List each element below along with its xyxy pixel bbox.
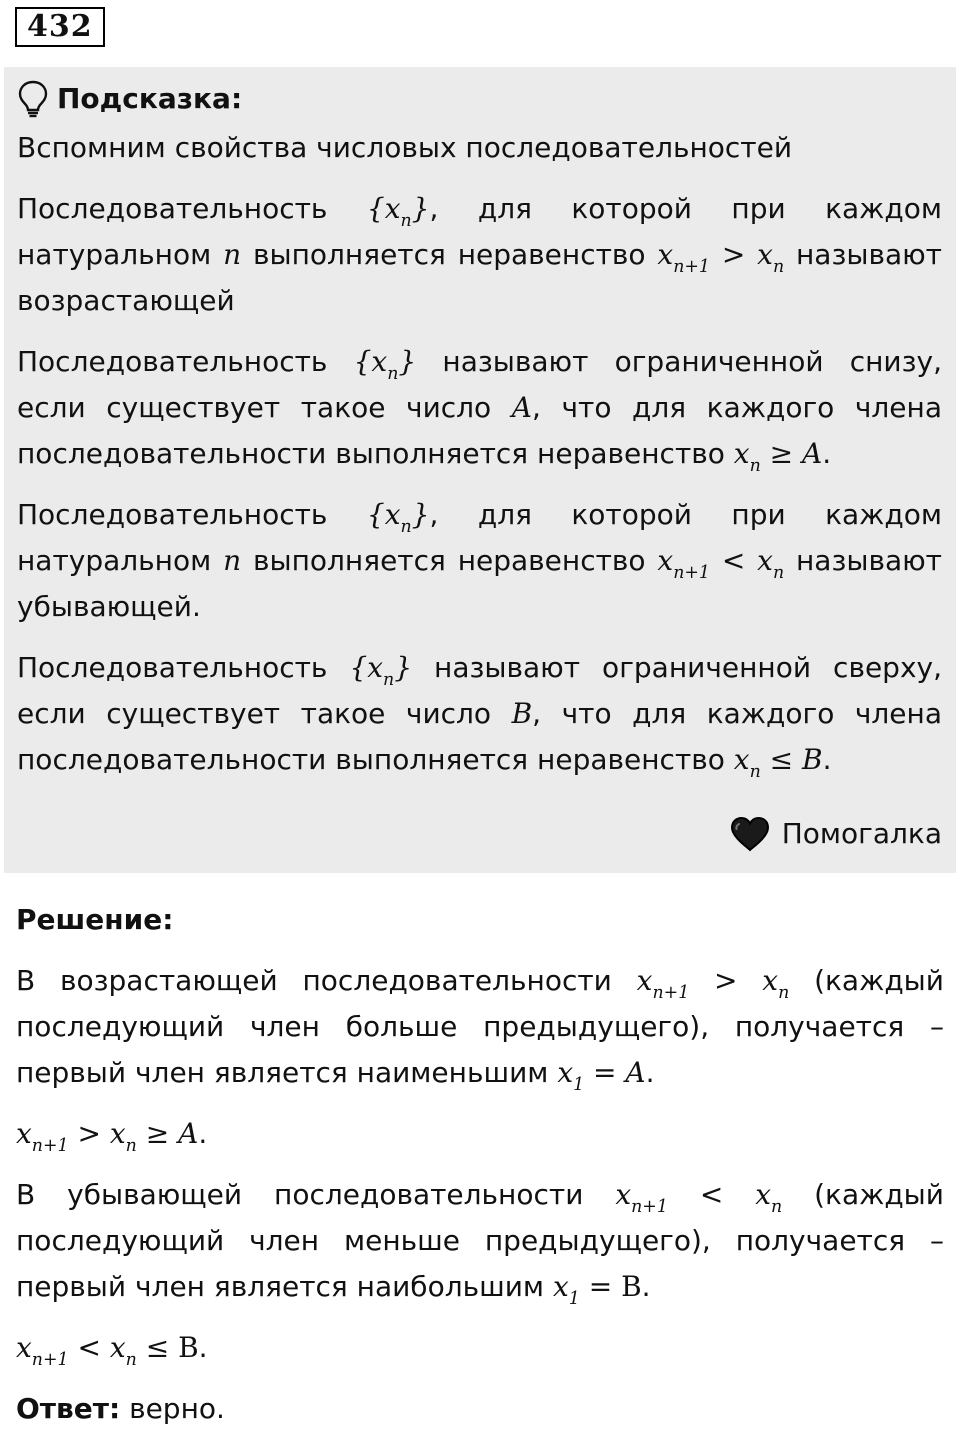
formula-bounded-below: $x_{n+1} > x_n \ge A$. xyxy=(16,1117,208,1156)
heart-icon xyxy=(728,815,772,853)
solution-decreasing: В убывающей последовательности $x_{n+1} < x_n$ (каждый последующий член меньше предыдущего), получается – первый член является наибольшим $x_1 = B$. xyxy=(16,1178,944,1309)
hint-title: Подсказка: xyxy=(57,82,243,115)
helper-label: Помогалка xyxy=(781,817,942,850)
task-number: 432 xyxy=(15,7,105,47)
solution-increasing: В возрастающей последовательности $x_{n+1} > x_n$ (каждый последующий член больше предыдущего), получается – первый член является наименьшим $x_1 = A$. xyxy=(16,964,944,1095)
solution-section xyxy=(16,897,944,1432)
first-term-formula: $x_1 = A$ xyxy=(557,1056,646,1095)
inequality-formula: $x_{n+1} > x_n$ xyxy=(657,238,785,277)
hint-header xyxy=(17,73,942,125)
inequality-formula: $x_n \ge A$ xyxy=(733,437,823,476)
sequence-formula: $\{x_n\}$ xyxy=(366,498,430,537)
hint-definition-bounded-below: Последовательность $\{x_n\}$ называют ограниченной снизу, если существует такое число A, что для каждого члена последовательности выполняется неравенство $x_n \ge A$. xyxy=(17,345,942,476)
hint-intro: Вспомним свойства числовых последовательностей xyxy=(17,131,793,164)
answer-line xyxy=(16,1386,944,1432)
hint-panel xyxy=(4,67,956,873)
sequence-formula: $\{x_n\}$ xyxy=(349,651,413,690)
sequence-formula: $\{x_n\}$ xyxy=(353,345,417,384)
hint-definition-decreasing: Последовательность $\{x_n\}$, для которой при каждом натуральном n выполняется неравенство $x_{n+1} < x_n$ называют убывающей. xyxy=(17,498,942,623)
inequality-formula: $x_n \le B$ xyxy=(733,743,823,782)
answer-value: верно. xyxy=(120,1392,225,1425)
inequality-formula: $x_{n+1} < x_n$ xyxy=(615,1178,783,1217)
lightbulb-icon xyxy=(17,80,49,118)
inequality-formula: $x_{n+1} > x_n$ xyxy=(636,964,790,1003)
inequality-formula: $x_{n+1} < x_n$ xyxy=(657,544,785,583)
hint-definition-bounded-above: Последовательность $\{x_n\}$ называют ограниченной сверху, если существует такое число B, что для каждого члена последовательности выполняется неравенство $x_n \le B$. xyxy=(17,651,942,782)
solution-title: Решение: xyxy=(16,903,174,936)
first-term-formula: $x_1 = B$ xyxy=(552,1270,642,1309)
formula-bounded-above: $x_{n+1} < x_n \le B$. xyxy=(16,1331,208,1370)
helper-link[interactable] xyxy=(728,811,942,857)
sequence-formula: $\{x_n\}$ xyxy=(366,192,430,231)
answer-label: Ответ: xyxy=(16,1392,121,1425)
hint-definition-increasing: Последовательность $\{x_n\}$, для которой при каждом натуральном n выполняется неравенство $x_{n+1} > x_n$ называют возрастающей xyxy=(17,192,942,317)
